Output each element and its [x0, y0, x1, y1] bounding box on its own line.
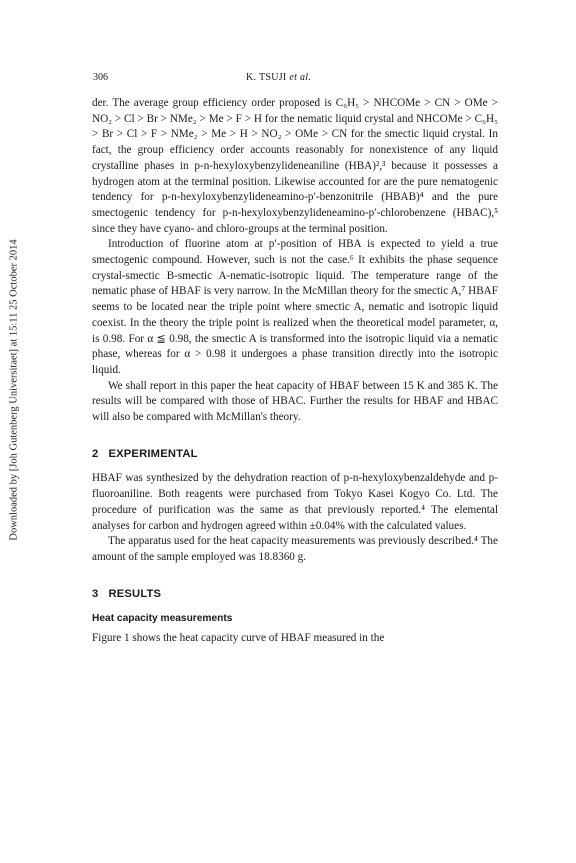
- running-head-etal: et al.: [289, 72, 312, 83]
- section-number: 3: [92, 587, 99, 600]
- section-heading-experimental: [92, 447, 498, 463]
- paragraph-report-scope: We shall report in this paper the heat capacity of HBAF between 15 K and 385 K. The results will be compared with those of HBAC. Further the results for HBAF and HBAC will also be compared with McMillan's theory.: [92, 379, 498, 424]
- paragraph-fluorine-introduction: Introduction of fluorine atom at p′-position of HBA is expected to yield a true smectogenic compound. However, such is not the case.⁶ It exhibits the phase sequence crystal-smectic B-smectic A-nematic-isotropic liquid. The temperature range of the nematic phase of HBAF is very narrow. In the McMillan theory for the smectic A,⁷ HBAF seems to be located near the triple point where smectic A, nematic and isotropic liquid coexist. In the theory the triple point is realized when the theoretical model parameter, α, is 0.98. For α ≦ 0.98, the smectic A is transformed into the isotropic liquid via a nematic phase, whereas for α > 0.98 it undergoes a phase transition directly into the isotropic liquid.: [92, 238, 498, 376]
- subsection-heading: Heat capacity measurements: [92, 613, 233, 625]
- download-watermark: [6, 180, 22, 600]
- paragraph-figure-1: Figure 1 shows the heat capacity curve of HBAF measured in the: [92, 632, 385, 645]
- section-heading-results: [92, 587, 498, 603]
- running-head: [246, 72, 311, 83]
- paragraph-group-efficiency: der. The average group efficiency order proposed is C₆H₅ > NHCOMe > CN > OMe > NO₂ > Cl > Br > NMe₂ > Me > F > H for the nematic liquid crystal and NHCOMe > C₆H₅ > Br > Cl > F > NMe₂ > Me > H > NO₂ > OMe > CN for the smectic liquid crystal. In fact, the group efficiency order accounts reasonably for nonexistence of any liquid crystalline phases in p-n-hexyloxybenzylideneaniline (HBA)²,³ because it possesses a hydrogen atom at the terminal position. Likewise accounted for are the pure nematogenic tendency for p-n-hexyloxybenzylideneamino-p′-benzonitrile (HBAB)⁴ and the pure smectogenic tendency for p-n-hexyloxybenzylideneamino-p′-chlorobenzene (HBAC),⁵ since they have cyano- and chloro-groups at the terminal position.: [92, 97, 498, 235]
- paragraph-apparatus: The apparatus used for the heat capacity measurements was previously described.⁴ The amount of the sample employed was 18.8360 g.: [92, 535, 498, 563]
- section-title: RESULTS: [108, 587, 162, 600]
- running-head-author: K. TSUJI: [246, 72, 287, 83]
- page-body: [92, 96, 498, 647]
- section-title: EXPERIMENTAL: [108, 447, 198, 460]
- page-number: 306: [93, 72, 108, 83]
- section-number: 2: [92, 447, 99, 460]
- download-watermark-text: Downloaded by [Joh Gutenberg Universitaet] at 15:11 25 October 2014: [8, 239, 20, 541]
- paragraph-synthesis: HBAF was synthesized by the dehydration reaction of p-n-hexyloxybenzaldehyde and p-fluoroaniline. Both reagents were purchased from Tokyo Kasei Kogyo Co. Ltd. The procedure of purification was the same as that previously reported.⁴ The elemental analyses for carbon and hydrogen agreed within ±0.04% with the calculated values.: [92, 472, 498, 532]
